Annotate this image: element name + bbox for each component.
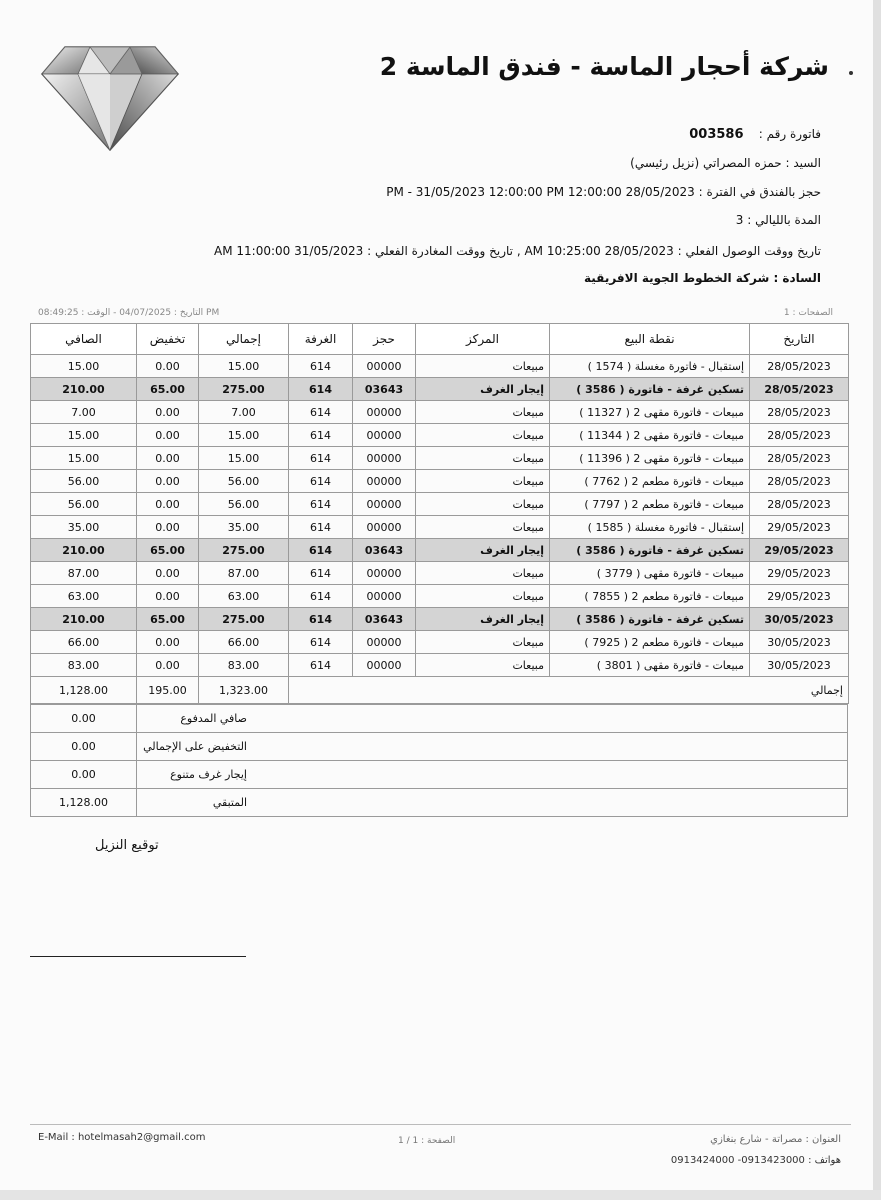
- cell-discount: 0.00: [137, 470, 199, 493]
- cell-reservation: 03643: [353, 608, 416, 631]
- table-row: [31, 539, 849, 562]
- totals-label: إيجار غرف متنوع: [137, 761, 848, 789]
- cell-date: 30/05/2023: [750, 631, 849, 654]
- col-net: الصافي: [31, 324, 137, 355]
- cell-discount: 0.00: [137, 401, 199, 424]
- cell-room: 614: [289, 585, 353, 608]
- cell-reservation: 00000: [353, 470, 416, 493]
- cell-reservation: 00000: [353, 447, 416, 470]
- cell-point-of-sale: إستقبال - فاتورة مغسلة ( 1585 ): [550, 516, 750, 539]
- cell-total: 87.00: [199, 562, 289, 585]
- cell-date: 29/05/2023: [750, 539, 849, 562]
- cell-net: 15.00: [31, 355, 137, 378]
- billed-company: السادة : شركة الخطوط الجوية الافريقية: [584, 271, 821, 285]
- totals-value: 0.00: [31, 733, 137, 761]
- col-discount: تخفيض: [137, 324, 199, 355]
- totals-value: 0.00: [31, 705, 137, 733]
- cell-net: 15.00: [31, 424, 137, 447]
- cell-total: 63.00: [199, 585, 289, 608]
- cell-net: 210.00: [31, 539, 137, 562]
- col-room: الغرفة: [289, 324, 353, 355]
- corner-mark: [849, 71, 853, 75]
- cell-date: 29/05/2023: [750, 585, 849, 608]
- cell-point-of-sale: مبيعات - فاتورة مقهى 2 ( 11344 ): [550, 424, 750, 447]
- cell-point-of-sale: تسكين غرفة - فاتورة ( 3586 ): [550, 539, 750, 562]
- nights-count: المدة بالليالي : 3: [735, 213, 821, 227]
- cell-center: إيجار الغرف: [416, 608, 550, 631]
- table-row: [31, 562, 849, 585]
- cell-point-of-sale: مبيعات - فاتورة مقهى 2 ( 11327 ): [550, 401, 750, 424]
- invoice-number-label: فاتورة رقم :: [758, 127, 821, 141]
- cell-net: 63.00: [31, 585, 137, 608]
- cell-room: 614: [289, 608, 353, 631]
- cell-discount: 0.00: [137, 424, 199, 447]
- cell-net: 83.00: [31, 654, 137, 677]
- cell-center: إيجار الغرف: [416, 539, 550, 562]
- table-row: [31, 516, 849, 539]
- totals-table: [30, 704, 848, 817]
- guest-signature-label: توقيع النزيل: [95, 838, 159, 853]
- cell-discount: 65.00: [137, 608, 199, 631]
- cell-discount: 0.00: [137, 654, 199, 677]
- sum-label: إجمالي: [810, 683, 843, 697]
- cell-room: 614: [289, 378, 353, 401]
- cell-total: 35.00: [199, 516, 289, 539]
- charges-table: [30, 323, 849, 704]
- cell-date: 28/05/2023: [750, 493, 849, 516]
- table-row: [31, 654, 849, 677]
- cell-reservation: 03643: [353, 539, 416, 562]
- cell-reservation: 00000: [353, 516, 416, 539]
- footer-email: E-Mail : hotelmasah2@gmail.com: [38, 1132, 206, 1143]
- cell-total: 56.00: [199, 470, 289, 493]
- cell-room: 614: [289, 401, 353, 424]
- table-row: [31, 401, 849, 424]
- cell-net: 56.00: [31, 493, 137, 516]
- cell-net: 210.00: [31, 378, 137, 401]
- stay-period: حجز بالفندق في الفترة : 28/05/2023 12:00:00 PM - 31/05/2023 12:00:00 PM: [386, 185, 821, 199]
- cell-date: 28/05/2023: [750, 355, 849, 378]
- cell-total: 83.00: [199, 654, 289, 677]
- cell-room: 614: [289, 539, 353, 562]
- cell-discount: 0.00: [137, 631, 199, 654]
- cell-center: مبيعات: [416, 447, 550, 470]
- cell-total: 15.00: [199, 355, 289, 378]
- cell-total: 275.00: [199, 539, 289, 562]
- cell-room: 614: [289, 631, 353, 654]
- cell-reservation: 00000: [353, 562, 416, 585]
- cell-date: 29/05/2023: [750, 562, 849, 585]
- cell-reservation: 00000: [353, 654, 416, 677]
- totals-row: [31, 705, 848, 733]
- sum-discount: 195.00: [137, 677, 199, 704]
- totals-value: 1,128.00: [31, 789, 137, 817]
- sum-label-cell: [289, 677, 849, 704]
- table-row: [31, 608, 849, 631]
- cell-total: 66.00: [199, 631, 289, 654]
- cell-center: مبيعات: [416, 470, 550, 493]
- cell-total: 275.00: [199, 608, 289, 631]
- cell-room: 614: [289, 470, 353, 493]
- cell-reservation: 00000: [353, 401, 416, 424]
- cell-reservation: 00000: [353, 631, 416, 654]
- cell-point-of-sale: مبيعات - فاتورة مقهى 2 ( 11396 ): [550, 447, 750, 470]
- cell-total: 275.00: [199, 378, 289, 401]
- cell-center: مبيعات: [416, 424, 550, 447]
- actual-times: تاريخ ووقت الوصول الفعلي : 28/05/2023 10:25:00 AM , تاريخ ووقت المغادرة الفعلي : 31/05/2023 11:00:00 AM: [214, 244, 821, 258]
- cell-date: 28/05/2023: [750, 424, 849, 447]
- cell-center: مبيعات: [416, 654, 550, 677]
- cell-center: إيجار الغرف: [416, 378, 550, 401]
- invoice-number-line: [689, 127, 821, 142]
- cell-discount: 0.00: [137, 355, 199, 378]
- cell-room: 614: [289, 654, 353, 677]
- table-row: [31, 378, 849, 401]
- cell-date: 28/05/2023: [750, 401, 849, 424]
- cell-discount: 65.00: [137, 378, 199, 401]
- cell-center: مبيعات: [416, 562, 550, 585]
- cell-net: 87.00: [31, 562, 137, 585]
- table-row: [31, 493, 849, 516]
- cell-total: 56.00: [199, 493, 289, 516]
- col-center: المركز: [416, 324, 550, 355]
- cell-point-of-sale: مبيعات - فاتورة مقهى ( 3779 ): [550, 562, 750, 585]
- cell-date: 30/05/2023: [750, 608, 849, 631]
- scan-edge-right: [873, 0, 881, 1200]
- print-meta: [30, 308, 843, 322]
- table-sum-row: [31, 677, 849, 704]
- cell-discount: 0.00: [137, 447, 199, 470]
- footer-page: الصفحة : 1 / 1: [398, 1136, 456, 1146]
- footer-divider: [30, 1124, 851, 1125]
- cell-net: 66.00: [31, 631, 137, 654]
- cell-room: 614: [289, 562, 353, 585]
- cell-reservation: 00000: [353, 424, 416, 447]
- cell-center: مبيعات: [416, 516, 550, 539]
- totals-label: التخفيض على الإجمالي: [137, 733, 848, 761]
- cell-point-of-sale: إستقبال - فاتورة مغسلة ( 1574 ): [550, 355, 750, 378]
- cell-date: 29/05/2023: [750, 516, 849, 539]
- footer-address: العنوان : مصراتة - شارع بنغازي: [710, 1134, 841, 1145]
- cell-discount: 0.00: [137, 493, 199, 516]
- invoice-number: 003586: [689, 127, 744, 142]
- cell-date: 28/05/2023: [750, 378, 849, 401]
- table-row: [31, 447, 849, 470]
- cell-reservation: 00000: [353, 355, 416, 378]
- totals-row: [31, 733, 848, 761]
- cell-reservation: 00000: [353, 585, 416, 608]
- cell-point-of-sale: مبيعات - فاتورة مطعم 2 ( 7797 ): [550, 493, 750, 516]
- cell-total: 15.00: [199, 424, 289, 447]
- pages-count: الصفحات : 1: [783, 308, 833, 318]
- cell-point-of-sale: مبيعات - فاتورة مطعم 2 ( 7855 ): [550, 585, 750, 608]
- table-row: [31, 470, 849, 493]
- cell-center: مبيعات: [416, 585, 550, 608]
- cell-net: 56.00: [31, 470, 137, 493]
- table-header-row: [31, 324, 849, 355]
- cell-room: 614: [289, 493, 353, 516]
- totals-row: [31, 761, 848, 789]
- col-date: التاريخ: [750, 324, 849, 355]
- signature-line: [30, 956, 246, 957]
- cell-room: 614: [289, 424, 353, 447]
- cell-date: 28/05/2023: [750, 447, 849, 470]
- cell-date: 30/05/2023: [750, 654, 849, 677]
- cell-discount: 0.00: [137, 585, 199, 608]
- cell-net: 15.00: [31, 447, 137, 470]
- sum-total: 1,323.00: [199, 677, 289, 704]
- cell-room: 614: [289, 447, 353, 470]
- cell-center: مبيعات: [416, 401, 550, 424]
- table-row: [31, 631, 849, 654]
- cell-room: 614: [289, 516, 353, 539]
- cell-total: 7.00: [199, 401, 289, 424]
- cell-date: 28/05/2023: [750, 470, 849, 493]
- cell-reservation: 03643: [353, 378, 416, 401]
- cell-discount: 0.00: [137, 562, 199, 585]
- totals-value: 0.00: [31, 761, 137, 789]
- cell-room: 614: [289, 355, 353, 378]
- cell-reservation: 00000: [353, 493, 416, 516]
- company-title: شركة أحجار الماسة - فندق الماسة 2: [379, 52, 829, 81]
- footer-phones: هواتف : 0913423000- 0913424000: [670, 1155, 841, 1166]
- col-total: إجمالي: [199, 324, 289, 355]
- cell-net: 7.00: [31, 401, 137, 424]
- cell-point-of-sale: مبيعات - فاتورة مطعم 2 ( 7762 ): [550, 470, 750, 493]
- diamond-logo-icon: [40, 42, 180, 152]
- sum-net: 1,128.00: [31, 677, 137, 704]
- cell-discount: 0.00: [137, 516, 199, 539]
- totals-label: المتبقي: [137, 789, 848, 817]
- cell-center: مبيعات: [416, 493, 550, 516]
- col-point-of-sale: نقطة البيع: [550, 324, 750, 355]
- totals-row: [31, 789, 848, 817]
- totals-label: صافي المدفوع: [137, 705, 848, 733]
- cell-discount: 65.00: [137, 539, 199, 562]
- print-datetime: التاريخ : 04/07/2025 - الوقت : 08:49:25 PM: [38, 308, 220, 318]
- cell-net: 35.00: [31, 516, 137, 539]
- table-row: [31, 585, 849, 608]
- cell-point-of-sale: مبيعات - فاتورة مقهى ( 3801 ): [550, 654, 750, 677]
- scan-edge-bottom: [0, 1190, 881, 1200]
- cell-point-of-sale: تسكين غرفة - فاتورة ( 3586 ): [550, 608, 750, 631]
- guest-line: السيد : حمزه المصراتي (نزيل رئيسي): [630, 156, 821, 170]
- cell-center: مبيعات: [416, 631, 550, 654]
- cell-total: 15.00: [199, 447, 289, 470]
- col-reservation: حجز: [353, 324, 416, 355]
- cell-point-of-sale: مبيعات - فاتورة مطعم 2 ( 7925 ): [550, 631, 750, 654]
- cell-point-of-sale: تسكين غرفة - فاتورة ( 3586 ): [550, 378, 750, 401]
- cell-net: 210.00: [31, 608, 137, 631]
- table-row: [31, 424, 849, 447]
- table-row: [31, 355, 849, 378]
- cell-center: مبيعات: [416, 355, 550, 378]
